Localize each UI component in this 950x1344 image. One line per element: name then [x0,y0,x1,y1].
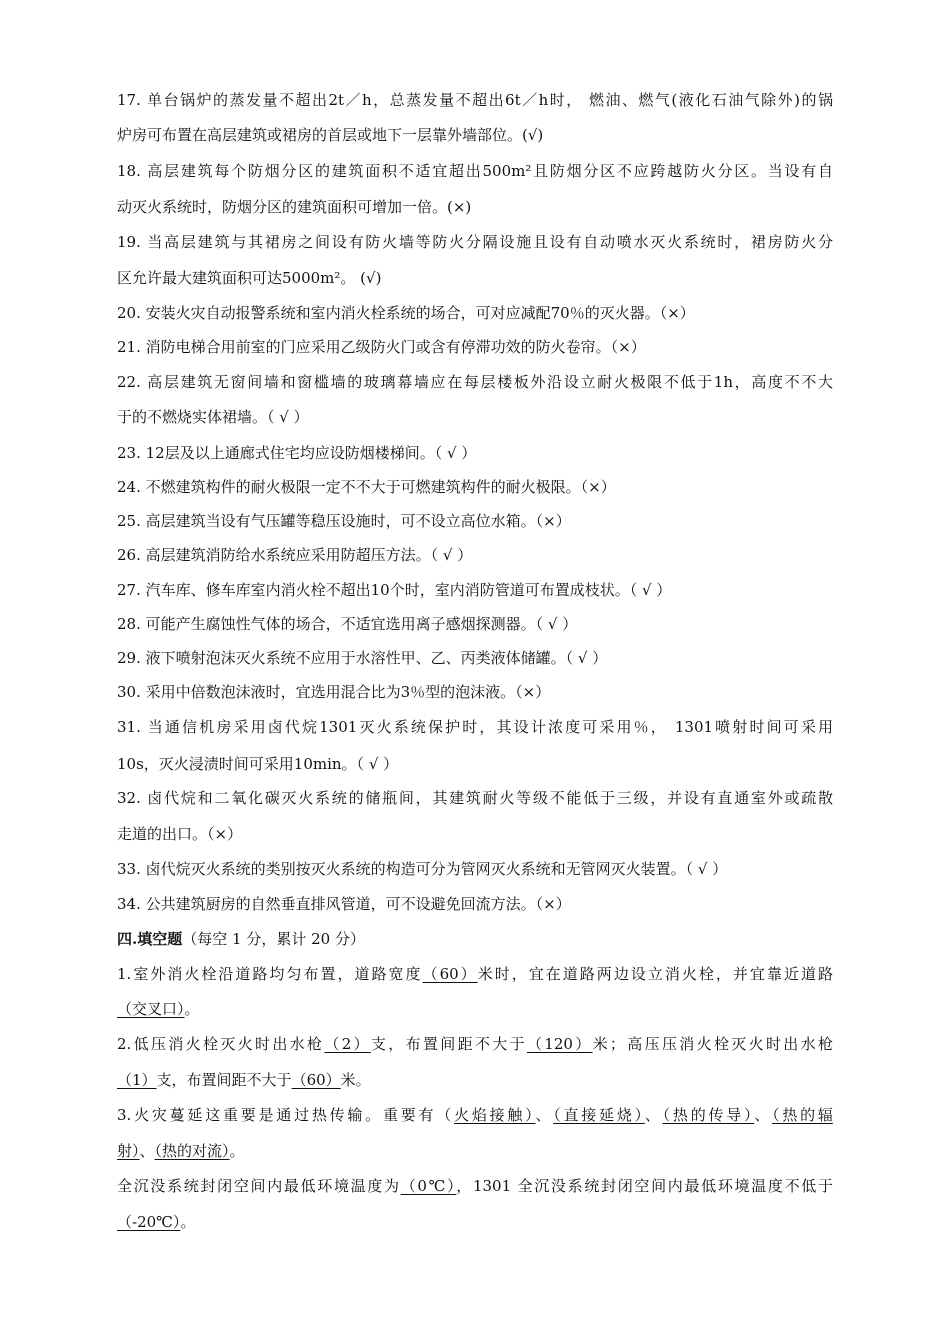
question-21: 21. 消防电梯合用前室的门应采用乙级防火门或含有停滞功效的防火卷帘。（×） [117,338,646,356]
fill-2-text: 2.低压消火栓灭火时出水枪 [117,1035,325,1053]
question-19-line-2: 区允许最大建筑面积可达5000m²。 (√) [117,269,382,287]
section-4-note: （每空 1 分，累计 20 分） [182,930,365,948]
question-29: 29. 液下喷射泡沫灭火系统不应用于水溶性甲、乙、丙类液体储罐。（ √ ） [117,649,608,667]
fill-3-answer-4-cont: 射） [117,1142,140,1160]
question-25: 25. 高层建筑当设有气压罐等稳压设施时，可不设立高位水箱。（×） [117,512,571,530]
section-4-title: 四.填空题 [117,930,183,948]
fill-1-answer-1: （60） [422,965,478,983]
question-22-line-2: 于的不燃烧实体裙墙。（ √ ） [117,408,309,426]
fill-3-end: 。 [229,1142,245,1160]
fill-3-answer-5: （热的对流） [154,1142,230,1160]
fill-3-answer-1: 火焰接触） [454,1106,536,1124]
fill-4-answer-2: （-20℃） [117,1213,181,1231]
fill-1-line-1 [117,964,833,984]
question-18-line-2: 动灭火系统时，防烟分区的建筑面积可增加一倍。(×) [117,198,472,216]
fill-1-end: 。 [184,1000,200,1018]
question-24: 24. 不燃建筑构件的耐火极限一定不不大于可燃建筑构件的耐火极限。（×） [117,478,616,496]
fill-3-answer-4: （热的辐 [772,1106,833,1124]
question-26: 26. 高层建筑消防给水系统应采用防超压方法。（ √ ） [117,546,473,564]
fill-3-sep: 、 [644,1106,663,1124]
fill-4-answer-1: （0℃） [400,1177,457,1195]
question-18-line-1: 18. 高层建筑每个防烟分区的建筑面积不适宜超出500m²且防烟分区不应跨越防火分区。当设有自 [117,162,833,180]
question-20: 20. 安装火灾自动报警系统和室内消火栓系统的场合，可对应减配70％的灭火器。（×） [117,304,695,322]
section-4-heading [117,929,365,949]
question-17-line-1: 17. 单台锅炉的蒸发量不超出2t／h，总蒸发量不超出6t／h时， 燃油、燃气(液化石油气除外)的锅 [117,91,833,109]
fill-2-line-1 [117,1034,833,1054]
fill-4-line-1 [117,1176,833,1196]
fill-3-sep: 、 [535,1106,554,1124]
question-19-line-1: 19. 当高层建筑与其裙房之间设有防火墙等防火分隔设施且设有自动喷水灭火系统时，裙房防火分 [117,233,833,251]
question-32-line-1: 32. 卤代烷和二氧化碳灭火系统的储瓶间，其建筑耐火等级不能低于三级，并设有直通室外或疏散 [117,789,833,807]
question-31-line-2: 10s，灭火浸渍时间可采用10min。（ √ ） [117,755,399,773]
fill-4-end: 。 [180,1213,196,1231]
question-22-line-1: 22. 高层建筑无窗间墙和窗槛墙的玻璃幕墙应在每层楼板外沿设立耐火极限不低于1h，高度不不大 [117,373,833,391]
fill-3-sep: 、 [754,1106,773,1124]
fill-2-answer-3: （1） [117,1071,157,1089]
fill-2-line-2 [117,1070,371,1090]
question-32-line-2: 走道的出口。（×） [117,825,243,843]
fill-2-answer-1: （2） [324,1035,371,1053]
question-33: 33. 卤代烷灭火系统的类别按灭火系统的构造可分为管网灭火系统和无管网灭火装置。（ √ ） [117,860,728,878]
question-34: 34. 公共建筑厨房的自然垂直排风管道，可不设避免回流方法。（×） [117,895,571,913]
fill-4-line-2 [117,1212,195,1232]
question-30: 30. 采用中倍数泡沫液时，宜选用混合比为3％型的泡沫液。（×） [117,683,551,701]
fill-1-line-2 [117,999,200,1019]
fill-4-text: 全沉没系统封闭空间内最低环境温度为 [117,1177,401,1195]
fill-2-answer-2: （120） [526,1035,593,1053]
fill-3-answer-3: （热的传导） [662,1106,755,1124]
question-17-line-2: 炉房可布置在高层建筑或裙房的首层或地下一层靠外墙部位。(√) [117,126,544,144]
question-31-line-1: 31. 当通信机房采用卤代烷1301灭火系统保护时，其设计浓度可采用％， 1301喷射时间可采用 [117,718,833,736]
fill-3-answer-2: （直接延烧） [553,1106,645,1124]
fill-3-sep: 、 [139,1142,155,1160]
fill-2-text-3: 米；高压压消火栓灭火时出水枪 [592,1035,833,1053]
fill-1-text-2: 米时，宜在道路两边设立消火栓，并宜靠近道路 [477,965,833,983]
fill-1-text: 1.室外消火栓沿道路均匀布置，道路宽度 [117,965,423,983]
fill-3-line-1 [117,1105,833,1125]
fill-3-line-2 [117,1141,245,1161]
question-28: 28. 可能产生腐蚀性气体的场合，不适宜选用离子感烟探测器。（ √ ） [117,615,578,633]
question-27: 27. 汽车库、修车库室内消火栓不超出10个时，室内消防管道可布置成枝状。（ √ ） [117,581,672,599]
fill-2-answer-4: （60） [291,1071,341,1089]
fill-1-answer-2: （交叉口） [117,1000,185,1018]
question-23: 23. 12层及以上通廊式住宅均应设防烟楼梯间。（ √ ） [117,444,477,462]
fill-2-end: 米。 [340,1071,371,1089]
fill-2-text-4: 支，布置间距不大于 [156,1071,292,1089]
fill-4-text-2: ，1301 全沉没系统封闭空间内最低环境温度不低于 [456,1177,833,1195]
fill-2-text-2: 支，布置间距不大于 [370,1035,527,1053]
fill-3-text: 3.火灾蔓延这重要是通过热传输。重要有（ [117,1106,455,1124]
